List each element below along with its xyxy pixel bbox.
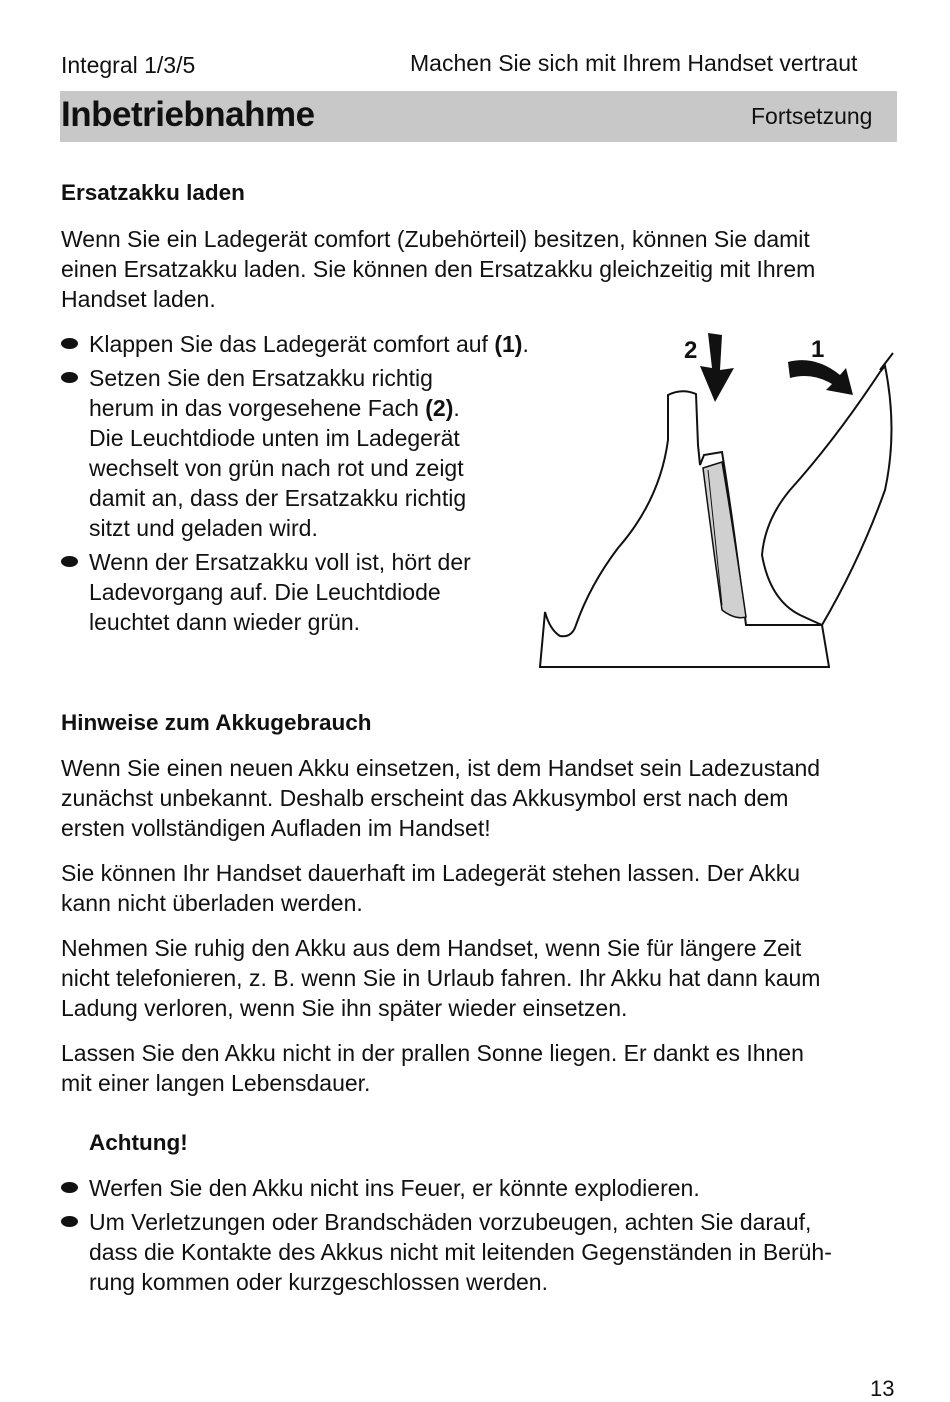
arrow-down-icon [700, 333, 734, 402]
header-chapter: Machen Sie sich mit Ihrem Handset vertraut [410, 50, 858, 76]
bullet-text: Setzen Sie den Ersatzakku richtig herum in das vorgesehene Fach (2). Die Leuchtdiode unten im Ladegerät wechselt von grün nach rot und zeigt damit an, dass der Ersatzakku richtig sitzt und geladen wird. [89, 365, 467, 541]
charger-lid [762, 366, 892, 625]
page-title: Inbetriebnahme [61, 95, 315, 134]
bullet-item [61, 1173, 700, 1203]
bullet-text: Werfen Sie den Akku nicht ins Feuer, er könnte explodieren. [89, 1175, 700, 1201]
charger-illustration [520, 320, 900, 680]
paragraph: Lassen Sie den Akku nicht in der prallen Sonne liegen. Er dankt es Ihnen mit einer langen Lebensdauer. [61, 1040, 804, 1096]
bullet-item [61, 329, 529, 359]
bullet-icon [61, 1216, 78, 1227]
paragraph: Wenn Sie einen neuen Akku einsetzen, ist dem Handset sein Ladezustand zunächst unbekannt. Deshalb erscheint das Akkusymbol erst nach dem ersten vollständigen Aufladen im Handset! [61, 755, 821, 841]
bullet-item [61, 547, 471, 637]
arrow-curved-icon [788, 360, 853, 395]
figure-label-2: 2 [684, 337, 698, 364]
intro-line: Handset laden. [61, 286, 216, 312]
bullet-icon [61, 1182, 78, 1193]
bullet-icon [61, 338, 78, 349]
bullet-item [61, 363, 466, 543]
paragraph: Sie können Ihr Handset dauerhaft im Ladegerät stehen lassen. Der Akku kann nicht überladen werden. [61, 860, 801, 916]
bullet-text: Wenn der Ersatzakku voll ist, hört der Ladevorgang auf. Die Leuchtdiode leuchtet dann wieder grün. [89, 549, 471, 635]
section1-intro [61, 224, 815, 314]
warning-heading: Achtung! [89, 1130, 188, 1155]
header-product: Integral 1/3/5 [61, 52, 196, 78]
bullet-text: Klappen Sie das Ladegerät comfort auf (1). [89, 331, 529, 357]
figure-label-1: 1 [811, 336, 825, 363]
lid-hinge-line [880, 353, 893, 370]
intro-line: Wenn Sie ein Ladegerät comfort (Zubehörteil) besitzen, können Sie damit [61, 226, 810, 252]
bullet-text: Um Verletzungen oder Brandschäden vorzubeugen, achten Sie darauf, dass die Kontakte des Akkus nicht mit leitenden Gegenständen in Berüh- rung kommen oder kurzgeschlossen werden. [89, 1209, 832, 1295]
page-subtitle: Fortsetzung [751, 103, 873, 129]
intro-line: einen Ersatzakku laden. Sie können den Ersatzakku gleichzeitig mit Ihrem [61, 256, 816, 282]
paragraph: Nehmen Sie ruhig den Akku aus dem Handset, wenn Sie für längere Zeit nicht telefonieren, z. B. wenn Sie in Urlaub fahren. Ihr Akku hat dann kaum Ladung verloren, wenn Sie ihn später wieder einsetzen. [61, 935, 821, 1021]
bullet-item [61, 1207, 832, 1297]
section-heading-akkugebrauch: Hinweise zum Akkugebrauch [61, 710, 372, 735]
page-number: 13 [870, 1376, 895, 1401]
section-heading-ersatzakku: Ersatzakku laden [61, 180, 245, 205]
bullet-icon [61, 556, 78, 567]
bullet-icon [61, 372, 78, 383]
